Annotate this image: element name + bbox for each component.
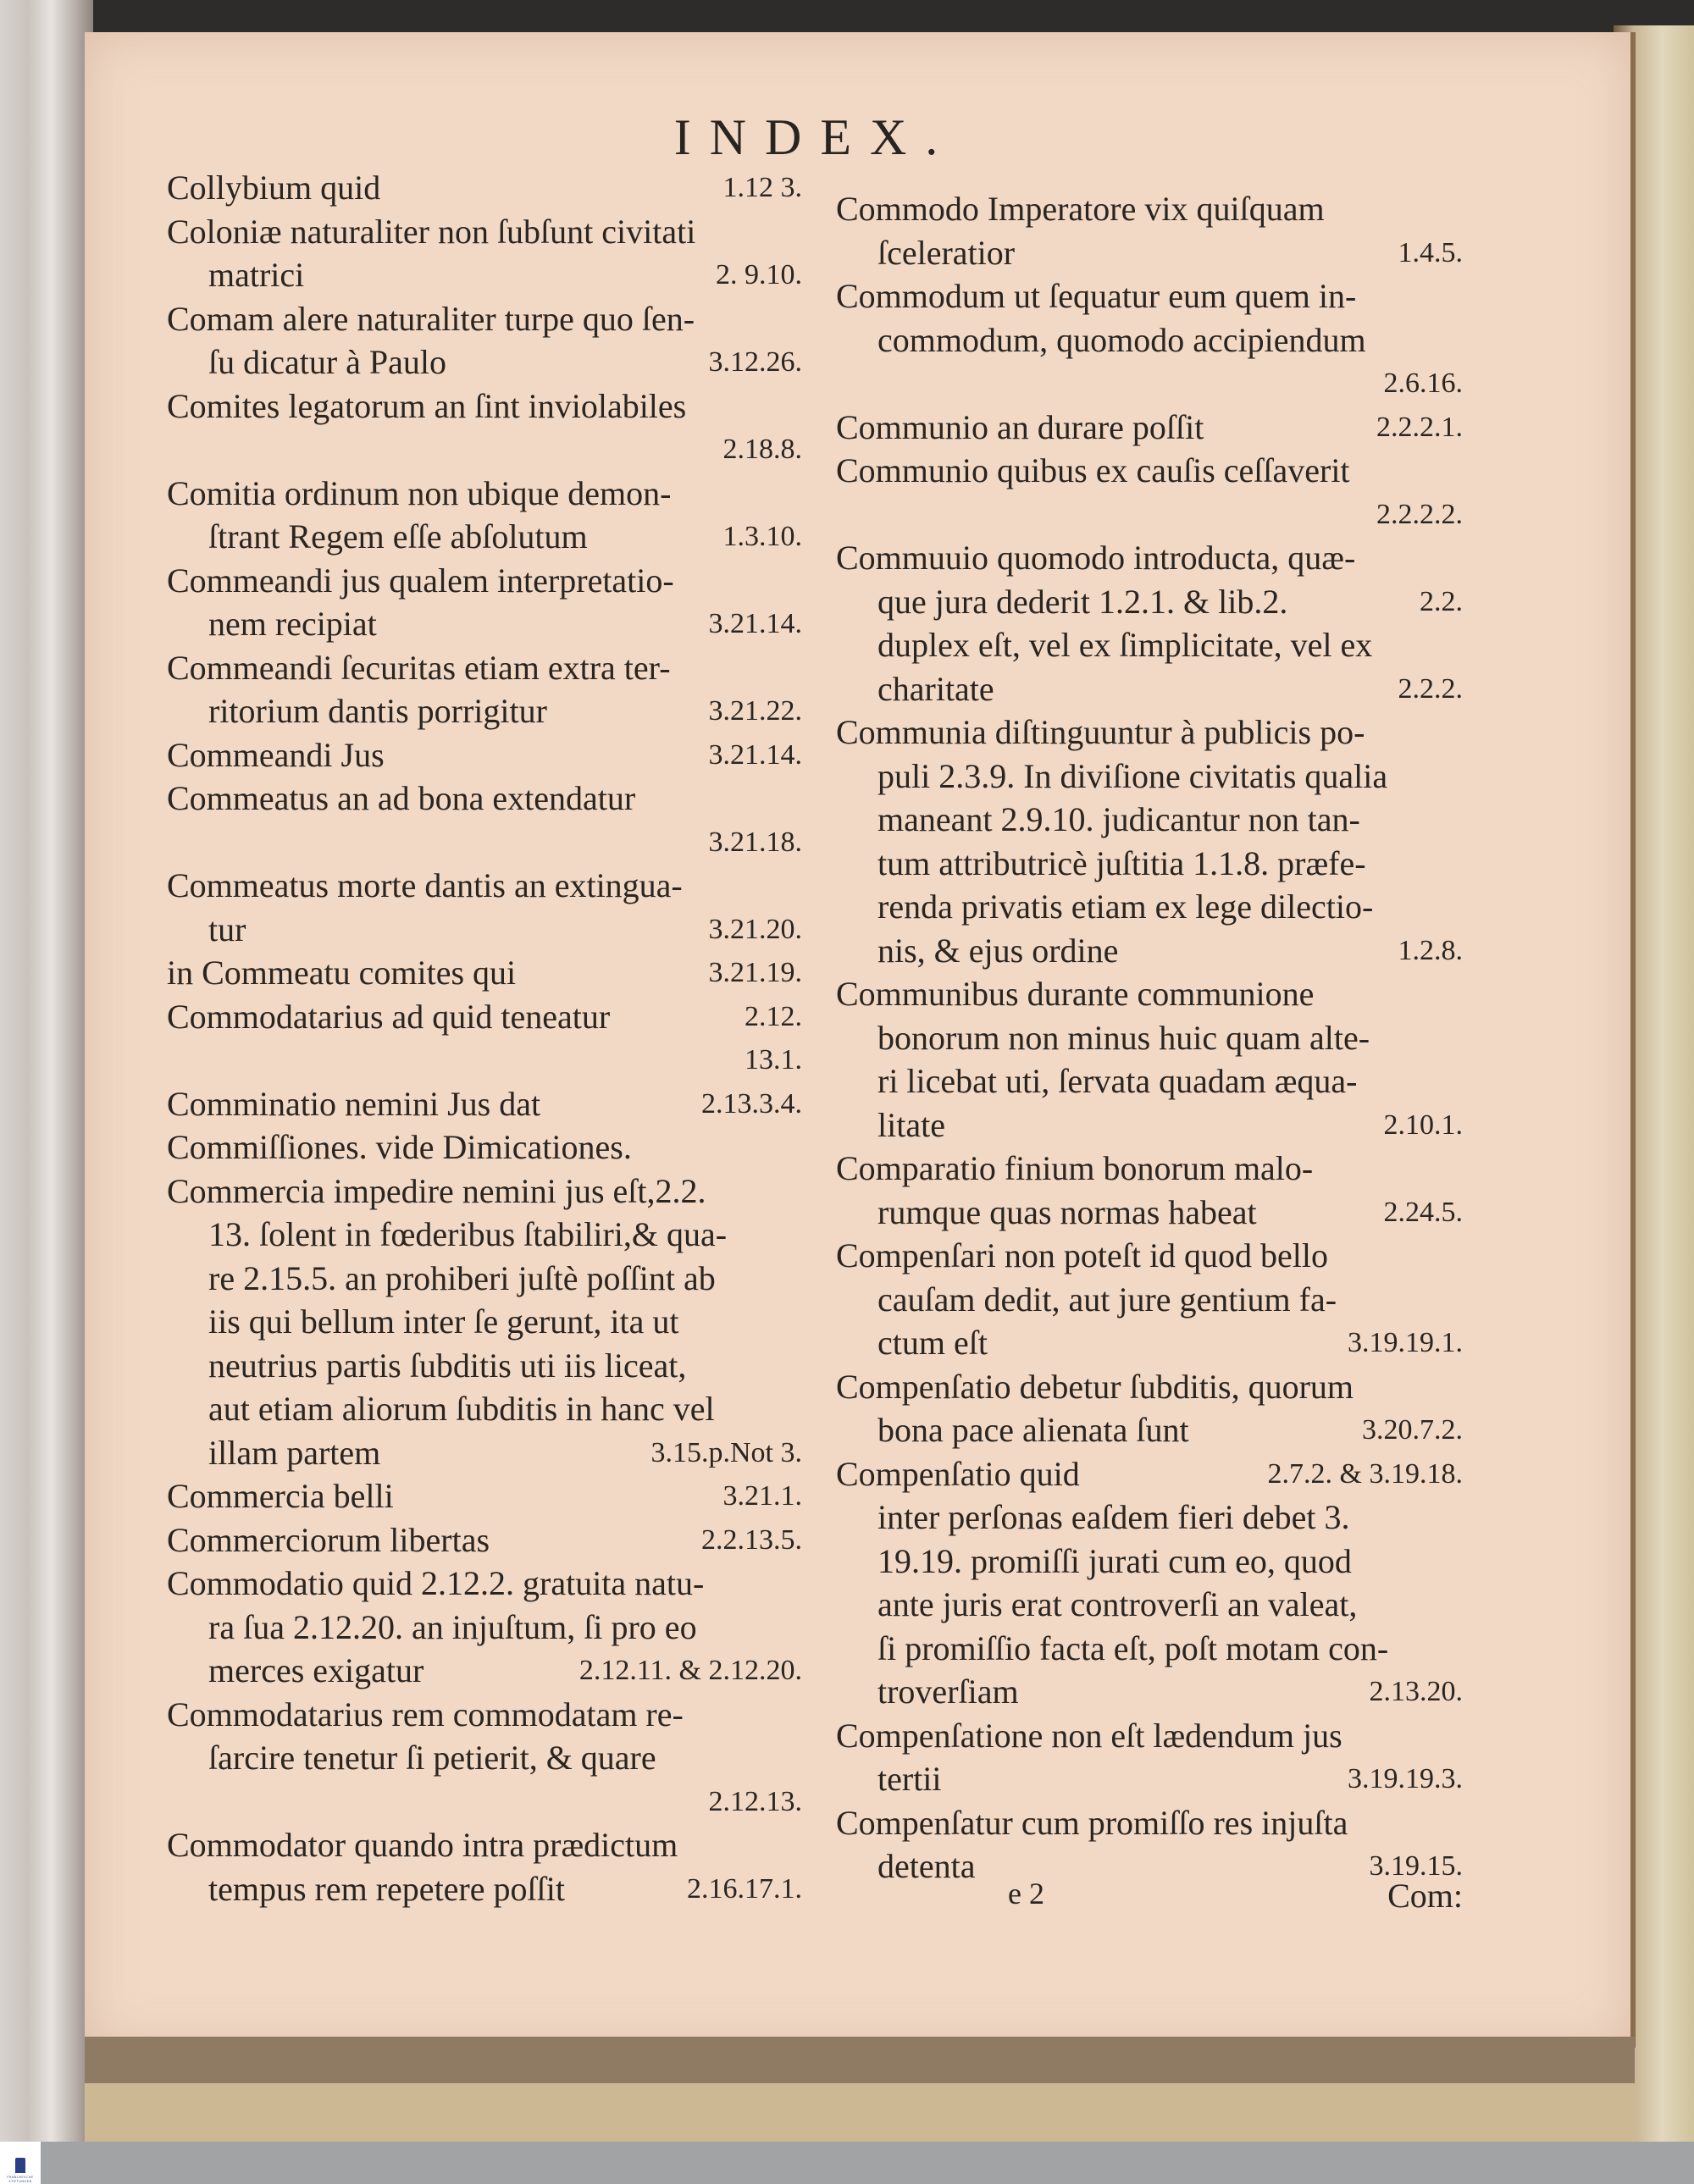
entry-text: 19.19. promiſſi jurati cum eo, quod <box>877 1541 1352 1580</box>
index-entry-line <box>836 1147 1463 1191</box>
entry-text: detenta <box>877 1847 976 1885</box>
entry-text: ra ſua 2.12.20. an injuſtum, ſi pro eo <box>208 1607 697 1646</box>
entry-text: nis, & ejus ordine <box>877 931 1119 970</box>
index-entry-line <box>836 623 1463 667</box>
index-entry-line <box>836 449 1463 493</box>
index-entry-line <box>167 995 802 1039</box>
entry-reference: 2.2.13.5. <box>701 1523 802 1556</box>
index-entry-line <box>836 1278 1463 1322</box>
page-title: INDEX. <box>673 109 957 165</box>
entry-text: Communibus durante communione <box>836 975 1315 1013</box>
index-entry-line <box>836 1583 1463 1627</box>
entry-reference: 3.19.15. <box>1369 1850 1463 1882</box>
index-entry-line <box>167 908 802 952</box>
entry-text: Commodum ut ſequatur eum quem in- <box>836 277 1357 315</box>
entry-reference: 3.21.14. <box>708 738 802 771</box>
entry-text: ſtrant Regem eſſe abſolutum <box>208 517 588 556</box>
page-bottom-edge <box>85 2037 1635 2083</box>
entry-text: Comites legatorum an ſint inviolabiles <box>167 386 687 425</box>
entry-text: charitate <box>877 669 994 708</box>
index-entry-line <box>167 166 802 210</box>
index-entry-line <box>836 929 1463 973</box>
index-entry-line <box>167 384 802 429</box>
entry-text: inter perſonas eaſdem fieri debet 3. <box>877 1498 1350 1536</box>
index-entry-line <box>167 1213 802 1257</box>
entry-reference: 2.2.2.1. <box>1376 411 1463 443</box>
index-entry-line <box>167 689 802 733</box>
index-entry-line <box>167 1780 802 1824</box>
entry-reference: 2.12.11. & 2.12.20. <box>579 1655 802 1686</box>
entry-reference: 2.2.2.2. <box>1376 498 1463 530</box>
entry-text: Comitia ordinum non ubique demon- <box>167 473 672 512</box>
entry-text: Compenſari non poteſt id quod bello <box>836 1236 1329 1274</box>
entry-text: Commodator quando intra prædictum <box>167 1826 678 1864</box>
entry-reference: 2.24.5. <box>1383 1196 1463 1228</box>
index-entry-line <box>836 1801 1463 1845</box>
index-entry-line <box>836 1670 1463 1714</box>
entry-text: Compenſatione non eſt lædendum jus <box>836 1716 1342 1755</box>
index-entry-line <box>167 1649 802 1693</box>
index-entry-line <box>167 253 802 297</box>
index-entry-line <box>167 1169 802 1214</box>
entry-text: Compenſatio quid <box>836 1454 1080 1493</box>
entry-reference: 2. 9.10. <box>716 259 802 290</box>
index-entry-line <box>167 1823 802 1867</box>
index-entry-line <box>836 231 1463 275</box>
index-entry-line <box>836 1540 1463 1584</box>
entry-reference: 3.20.7.2. <box>1362 1414 1463 1446</box>
index-entry-line <box>836 1844 1463 1888</box>
index-entry-line <box>167 646 802 690</box>
entry-text: Compenſatur cum promiſſo res injuſta <box>836 1803 1348 1842</box>
entry-text: duplex eſt, vel ex ſimplicitate, vel ex <box>877 626 1373 664</box>
entry-text: bonorum non minus huic quam alte- <box>877 1018 1370 1057</box>
entry-text: re 2.15.5. an prohiberi juſtè poſſint ab <box>208 1258 716 1297</box>
index-entry-line <box>836 885 1463 929</box>
entry-reference: 3.21.14. <box>708 608 802 639</box>
entry-reference: 2.13.3.4. <box>701 1087 802 1120</box>
index-entry-line <box>167 1257 802 1301</box>
index-entry-line <box>836 755 1463 799</box>
index-entry-line <box>167 1693 802 1737</box>
entry-text: Communio an durare poſſit <box>836 407 1204 446</box>
entry-text: 13. ſolent in fœderibus ſtabiliri,& qua- <box>208 1215 728 1253</box>
entry-text: ritorium dantis porrigitur <box>208 692 547 730</box>
entry-text: ſi promiſſio facta eſt, poſt motam con- <box>877 1628 1389 1667</box>
index-entry-line <box>836 318 1463 362</box>
entry-text: Comminatio nemini Jus dat <box>167 1084 541 1123</box>
index-entry-line <box>836 1452 1463 1496</box>
index-entry-line <box>836 1365 1463 1409</box>
entry-text: ſceleratior <box>877 233 1016 272</box>
entry-reference: 3.19.19.3. <box>1348 1763 1463 1794</box>
index-entry-line <box>167 559 802 603</box>
entry-text: Commodatarius rem commodatam re- <box>167 1695 684 1733</box>
entry-text: Commeandi Jus <box>167 735 385 774</box>
entry-text: tempus rem repetere poſſit <box>208 1869 565 1908</box>
cover-bottom-edge <box>85 2083 1635 2142</box>
index-entry-line <box>836 1191 1463 1235</box>
index-entry-line <box>836 187 1463 231</box>
entry-reference: 3.21.1. <box>722 1480 802 1512</box>
entry-text: tum attributricè juſtitia 1.1.8. præfe- <box>877 843 1366 882</box>
entry-text: Comparatio finium bonorum malo- <box>836 1149 1314 1187</box>
index-entry-line <box>167 602 802 646</box>
index-entry-line <box>836 536 1463 580</box>
index-entry-line <box>167 821 802 865</box>
entry-text: Communio quibus ex cauſis ceſſaverit <box>836 451 1350 489</box>
index-entry-line <box>167 1038 802 1082</box>
entry-text: ctum eſt <box>877 1324 988 1362</box>
entry-text: Commodo Imperatore vix quiſquam <box>836 190 1325 228</box>
entry-text: Commerciorum libertas <box>167 1520 490 1559</box>
entry-text: aut etiam aliorum ſubditis in hanc vel <box>208 1390 715 1428</box>
entry-text: Commeatus an ad bona extendatur <box>167 779 636 817</box>
entry-text: troverſiam <box>877 1673 1019 1711</box>
index-entry-line <box>836 1714 1463 1758</box>
index-entry-line <box>167 210 802 254</box>
entry-text: Commercia belli <box>167 1477 394 1515</box>
index-entry-line <box>836 710 1463 755</box>
entry-reference: 2.6.16. <box>1383 368 1463 399</box>
index-entry-line <box>167 1867 802 1911</box>
entry-text: Commercia impedire nemini jus eſt,2.2. <box>167 1171 706 1210</box>
index-entry-line <box>836 842 1463 886</box>
entry-reference: 2.12. <box>745 1000 802 1032</box>
index-entry-line <box>167 1300 802 1344</box>
index-entry-line <box>836 667 1463 711</box>
entry-text: que jura dederit 1.2.1. & lib.2. <box>877 582 1288 621</box>
entry-reference: 1.2.8. <box>1398 934 1463 966</box>
index-entry-line <box>836 406 1463 450</box>
entry-text: litate <box>877 1105 945 1144</box>
index-entry-line <box>167 1518 802 1562</box>
entry-reference: 2.16.17.1. <box>687 1872 802 1905</box>
entry-text: Collybium quid <box>167 169 381 207</box>
index-entry-line <box>167 472 802 516</box>
entry-text: merces exigatur <box>208 1651 424 1689</box>
entry-text: Commeatus morte dantis an extingua- <box>167 866 683 904</box>
entry-text: matrici <box>208 256 305 294</box>
entry-text: Commeandi ſecuritas etiam extra ter- <box>167 648 671 687</box>
index-entry-line <box>836 798 1463 842</box>
entry-reference: 2.2. <box>1420 585 1463 617</box>
entry-text: Commodatarius ad quid teneatur <box>167 997 611 1036</box>
entry-text: tertii <box>877 1760 942 1798</box>
logo-text: FRANCKESCHE STIFTUNGEN <box>7 2176 34 2183</box>
index-entry-line <box>167 1125 802 1169</box>
entry-reference: 2.13.20. <box>1369 1676 1463 1707</box>
index-entry-line <box>167 1562 802 1606</box>
entry-reference: 2.2.2. <box>1398 672 1463 705</box>
institution-logo <box>0 2142 41 2184</box>
index-entry-line <box>836 1757 1463 1801</box>
entry-text: iis qui bellum inter ſe gerunt, ita ut <box>208 1302 679 1341</box>
entry-text: puli 2.3.9. In diviſione civitatis qualia <box>877 756 1388 795</box>
entry-reference: 2.18.8. <box>722 434 802 465</box>
entry-text: Commuuio quomodo introducta, quæ- <box>836 539 1356 577</box>
index-column-right <box>836 187 1463 1888</box>
entry-reference: 3.15.p.Not 3. <box>650 1436 802 1468</box>
index-column-left <box>167 166 802 1910</box>
index-entry-line <box>167 515 802 559</box>
index-entry-line <box>167 777 802 821</box>
entry-text: renda privatis etiam ex lege dilectio- <box>877 887 1374 926</box>
entry-text: illam partem <box>208 1433 381 1472</box>
entry-text: ri licebat uti, ſervata quadam æqua- <box>877 1062 1358 1100</box>
entry-text: tur <box>208 910 246 948</box>
entry-text: in Commeatu comites qui <box>167 954 517 992</box>
entry-reference: 3.21.19. <box>708 957 802 988</box>
entry-reference: 3.21.18. <box>708 826 802 858</box>
entry-reference: 13.1. <box>745 1044 802 1075</box>
entry-text: rumque quas normas habeat <box>877 1192 1257 1231</box>
index-entry-line <box>836 1059 1463 1103</box>
entry-reference: 2.12.13. <box>708 1785 802 1817</box>
index-entry-line <box>167 1736 802 1780</box>
logo-icon <box>15 2158 25 2173</box>
entry-text: Commodatio quid 2.12.2. gratuita natu- <box>167 1564 705 1602</box>
catchword: Com: <box>1387 1877 1463 1915</box>
index-entry-line <box>167 1474 802 1518</box>
entry-reference: 2.7.2. & 3.19.18. <box>1267 1457 1463 1490</box>
signature-mark: e 2 <box>1008 1877 1044 1910</box>
entry-text: Communia diſtinguuntur à publicis po- <box>836 713 1365 751</box>
index-entry-line <box>167 1606 802 1650</box>
index-entry-line <box>836 1234 1463 1278</box>
index-entry-line <box>167 951 802 995</box>
entry-reference: 3.19.19.1. <box>1348 1327 1463 1358</box>
entry-text: Commeandi jus qualem interpretatio- <box>167 561 674 600</box>
entry-text: nem recipiat <box>208 605 377 643</box>
entry-text: maneant 2.9.10. judicantur non tan- <box>877 800 1360 838</box>
index-entry-line <box>836 580 1463 624</box>
entry-reference: 3.21.22. <box>708 695 802 727</box>
entry-text: bona pace alienata ſunt <box>877 1411 1189 1449</box>
entry-reference: 1.12 3. <box>722 172 802 203</box>
entry-text: Compenſatio debetur ſubditis, quorum <box>836 1367 1354 1406</box>
entry-reference: 3.12.26. <box>708 346 802 378</box>
index-entry-line <box>836 1321 1463 1365</box>
entry-text: ſarcire tenetur ſi petierit, & quare <box>208 1739 656 1777</box>
entry-text: commodum, quomodo accipiendum <box>877 320 1366 359</box>
index-entry-line <box>836 1496 1463 1540</box>
entry-text: ſu dicatur à Paulo <box>208 343 447 381</box>
book-binding-left <box>0 0 93 2143</box>
index-entry-line <box>836 1016 1463 1060</box>
entry-reference: 2.10.1. <box>1383 1109 1463 1141</box>
index-entry-line <box>167 1344 802 1388</box>
index-entry-line <box>167 1431 802 1475</box>
index-entry-line <box>167 1387 802 1431</box>
entry-reference: 1.3.10. <box>722 521 802 552</box>
index-entry-line <box>167 297 802 341</box>
index-entry-line <box>836 493 1463 537</box>
index-entry-line <box>836 1103 1463 1147</box>
entry-text: Commiſſiones. vide Dimicationes. <box>167 1128 632 1166</box>
entry-text: Coloniæ naturaliter non ſubſunt civitati <box>167 212 696 251</box>
viewer-footer-bar <box>0 2142 1694 2184</box>
index-entry-line <box>167 864 802 908</box>
index-entry-line <box>836 1408 1463 1452</box>
index-entry-line <box>167 428 802 472</box>
entry-text: neutrius partis ſubditis uti iis liceat, <box>208 1346 687 1385</box>
index-entry-line <box>167 733 802 777</box>
index-entry-line <box>836 972 1463 1016</box>
entry-reference: 1.4.5. <box>1398 236 1463 268</box>
entry-text: ante juris erat controverſi an valeat, <box>877 1585 1358 1623</box>
index-entry-line <box>167 340 802 384</box>
index-entry-line <box>836 1627 1463 1671</box>
entry-text: cauſam dedit, aut jure gentium fa- <box>877 1280 1337 1319</box>
index-entry-line <box>167 1082 802 1126</box>
entry-text: Comam alere naturaliter turpe quo ſen- <box>167 299 695 338</box>
entry-reference: 3.21.20. <box>708 913 802 945</box>
index-entry-line <box>836 274 1463 318</box>
index-entry-line <box>836 362 1463 406</box>
